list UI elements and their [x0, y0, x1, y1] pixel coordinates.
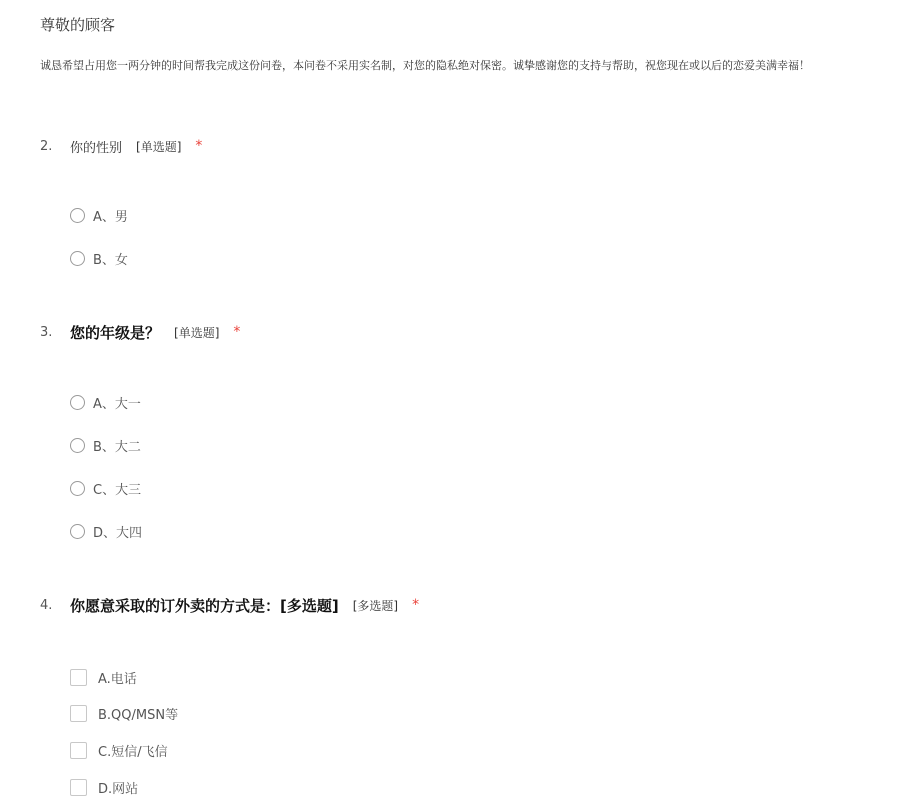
- option-label: B、大二: [93, 439, 141, 455]
- option-grade-1[interactable]: [70, 392, 141, 412]
- question-type: [多选题]: [352, 598, 399, 613]
- option-gender-female[interactable]: [70, 248, 128, 268]
- radio-button[interactable]: [70, 481, 85, 496]
- option-label: D.网站: [98, 781, 139, 797]
- radio-button[interactable]: [70, 251, 85, 266]
- question-4-title: [40, 593, 419, 617]
- question-number: 3.: [40, 324, 53, 340]
- question-text: 您的年级是？: [70, 323, 161, 342]
- question-text: 你愿意采取的订外卖的方式是：[多选题]: [70, 596, 339, 615]
- radio-button[interactable]: [70, 524, 85, 539]
- checkbox[interactable]: [70, 779, 87, 796]
- question-text: 你的性别: [70, 140, 123, 156]
- question-number: 2.: [40, 138, 53, 154]
- required-mark: *: [233, 324, 241, 340]
- radio-button[interactable]: [70, 395, 85, 410]
- option-label: B.QQ/MSN等: [98, 707, 179, 723]
- question-number: 4.: [40, 597, 53, 613]
- option-order-website[interactable]: [70, 777, 138, 797]
- option-grade-4[interactable]: [70, 521, 142, 541]
- checkbox[interactable]: [70, 705, 87, 722]
- radio-button[interactable]: [70, 208, 85, 223]
- required-mark: *: [195, 138, 203, 154]
- survey-intro: 诚恳希望占用您一两分钟的时间帮我完成这份问卷，本问卷不采用实名制，对您的隐私绝对保密。诚挚感谢您的支持与帮助，祝您现在或以后的恋爱美满幸福！: [40, 59, 810, 72]
- option-order-sms[interactable]: [70, 740, 168, 760]
- option-label: B、女: [93, 252, 128, 268]
- checkbox[interactable]: [70, 669, 87, 686]
- option-label: D、大四: [93, 525, 143, 541]
- option-label: C.短信/飞信: [98, 744, 168, 760]
- option-label: A、大一: [93, 396, 141, 412]
- radio-button[interactable]: [70, 438, 85, 453]
- question-3-title: [40, 320, 240, 344]
- question-type: [单选题]: [136, 139, 182, 154]
- greeting: 尊敬的顾客: [40, 16, 116, 34]
- option-label: A、男: [93, 209, 128, 225]
- option-order-phone[interactable]: [70, 667, 137, 687]
- option-label: A.电话: [98, 671, 137, 687]
- option-gender-male[interactable]: [70, 205, 128, 225]
- option-order-qq-msn[interactable]: [70, 703, 178, 723]
- option-grade-3[interactable]: [70, 478, 141, 498]
- required-mark: *: [412, 597, 420, 613]
- checkbox[interactable]: [70, 742, 87, 759]
- question-type: [单选题]: [174, 325, 220, 340]
- option-label: C、大三: [93, 482, 142, 498]
- question-2-title: [40, 134, 202, 158]
- option-grade-2[interactable]: [70, 435, 141, 455]
